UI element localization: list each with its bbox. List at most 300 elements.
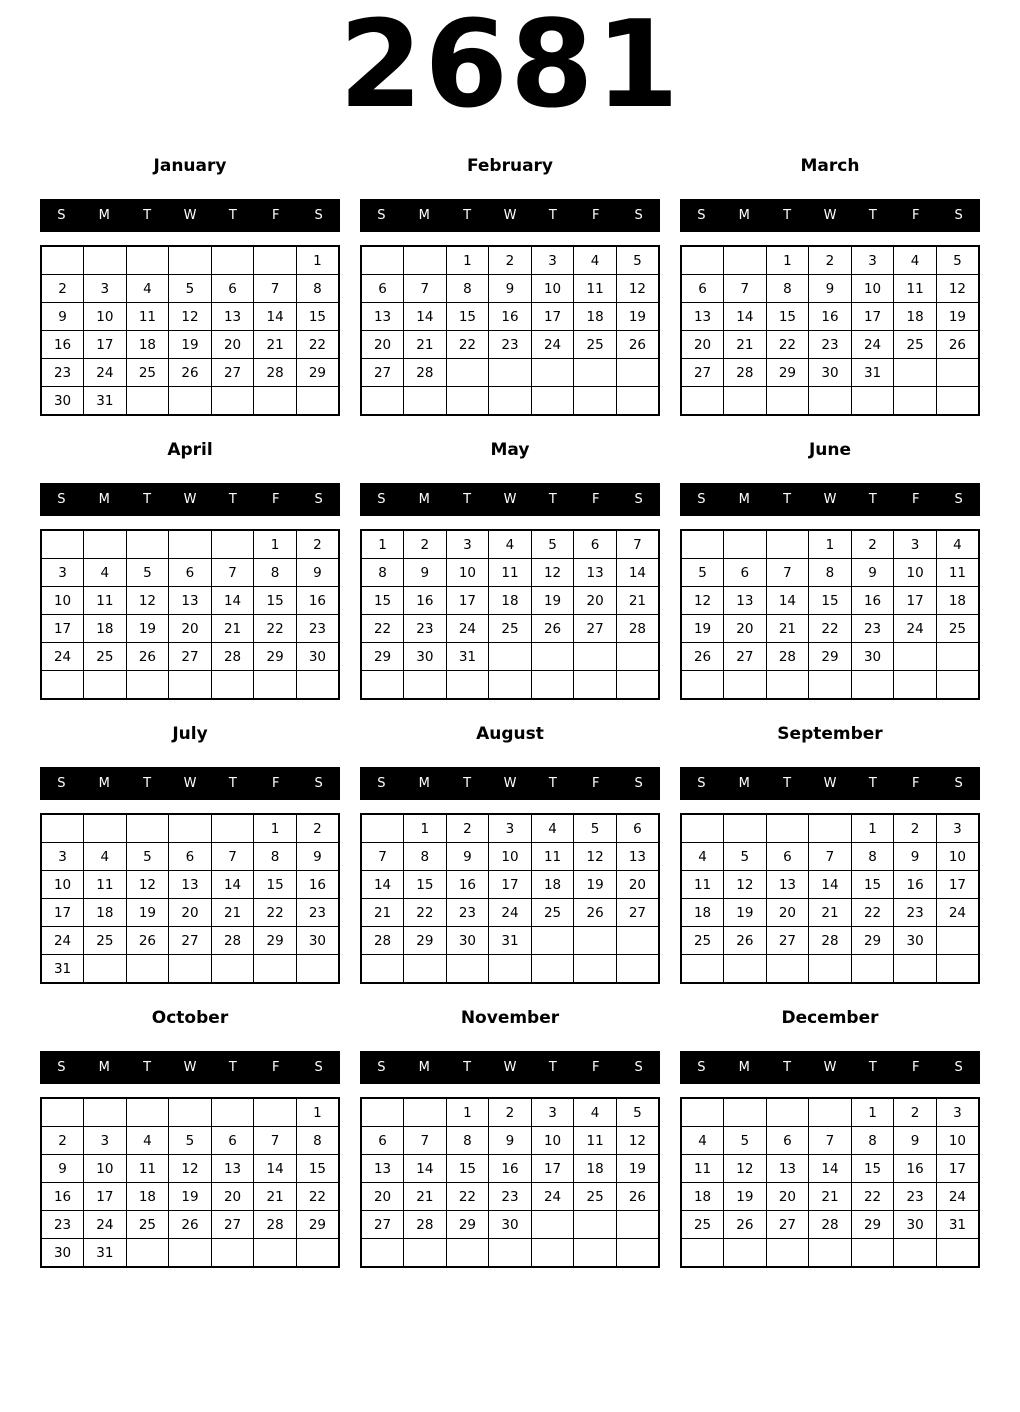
day-cell: 27 xyxy=(211,359,254,387)
empty-day-cell xyxy=(169,530,212,559)
day-cell: 30 xyxy=(489,1211,532,1239)
day-cell: 7 xyxy=(404,1127,447,1155)
day-cell: 19 xyxy=(169,331,212,359)
day-cell: 4 xyxy=(84,843,127,871)
day-cell: 23 xyxy=(296,899,339,927)
empty-day-cell xyxy=(724,387,767,416)
day-cell: 19 xyxy=(126,615,169,643)
weekday-label: F xyxy=(591,492,600,507)
empty-day-cell xyxy=(894,359,937,387)
day-cell: 28 xyxy=(361,927,404,955)
empty-day-cell xyxy=(766,530,809,559)
week-row xyxy=(681,1127,979,1155)
month-grid xyxy=(360,813,660,984)
day-cell: 29 xyxy=(296,1211,339,1239)
day-cell: 19 xyxy=(681,615,724,643)
weekday-label: S xyxy=(634,1060,643,1075)
weekday-label: W xyxy=(823,208,837,223)
day-cell: 9 xyxy=(809,275,852,303)
weekday-label: F xyxy=(271,776,280,791)
day-cell: 8 xyxy=(809,559,852,587)
day-cell: 3 xyxy=(531,1098,574,1127)
day-cell: 20 xyxy=(361,1183,404,1211)
weekday-label: S xyxy=(57,1060,66,1075)
weekday-label: T xyxy=(143,1060,152,1075)
day-cell: 22 xyxy=(404,899,447,927)
day-cell: 11 xyxy=(126,303,169,331)
year-title: 2681 xyxy=(339,0,681,135)
day-cell: 21 xyxy=(404,1183,447,1211)
empty-day-cell xyxy=(404,1098,447,1127)
day-cell: 28 xyxy=(211,927,254,955)
month-title: September xyxy=(777,724,883,744)
day-cell: 22 xyxy=(809,615,852,643)
day-cell: 26 xyxy=(531,615,574,643)
day-cell: 5 xyxy=(126,559,169,587)
day-cell: 31 xyxy=(41,955,84,984)
empty-day-cell xyxy=(254,955,297,984)
day-cell: 17 xyxy=(894,587,937,615)
empty-day-cell xyxy=(809,814,852,843)
day-cell: 14 xyxy=(766,587,809,615)
empty-day-cell xyxy=(489,387,532,416)
weekday-label: S xyxy=(954,776,963,791)
day-cell: 9 xyxy=(489,1127,532,1155)
empty-day-cell xyxy=(851,1239,894,1268)
empty-day-cell xyxy=(361,1098,404,1127)
empty-day-cell xyxy=(41,530,84,559)
day-cell: 14 xyxy=(254,303,297,331)
empty-day-cell xyxy=(41,671,84,700)
week-row xyxy=(681,587,979,615)
month-grid xyxy=(40,813,340,984)
week-row xyxy=(361,871,659,899)
day-cell: 17 xyxy=(41,899,84,927)
weekday-header xyxy=(360,483,660,516)
weekday-label: F xyxy=(271,208,280,223)
day-cell: 11 xyxy=(84,871,127,899)
day-cell: 28 xyxy=(404,1211,447,1239)
week-row xyxy=(681,927,979,955)
empty-day-cell xyxy=(809,1239,852,1268)
empty-day-cell xyxy=(851,387,894,416)
day-cell: 5 xyxy=(724,1127,767,1155)
month-grid xyxy=(680,813,980,984)
empty-day-cell xyxy=(254,1239,297,1268)
month-title: November xyxy=(460,1008,560,1028)
empty-day-cell xyxy=(254,671,297,700)
day-cell: 24 xyxy=(489,899,532,927)
weekday-label: T xyxy=(868,492,877,507)
day-cell: 13 xyxy=(574,559,617,587)
empty-day-cell xyxy=(169,671,212,700)
day-cell: 1 xyxy=(446,246,489,275)
empty-day-cell xyxy=(126,1239,169,1268)
day-cell: 30 xyxy=(41,387,84,416)
weekday-label: T xyxy=(548,776,557,791)
day-cell: 22 xyxy=(766,331,809,359)
empty-day-cell xyxy=(724,246,767,275)
month-grid xyxy=(680,1097,980,1268)
day-cell: 8 xyxy=(254,843,297,871)
empty-day-cell xyxy=(574,955,617,984)
day-cell: 1 xyxy=(766,246,809,275)
weekday-label: S xyxy=(634,776,643,791)
month-grid xyxy=(680,245,980,416)
day-cell: 26 xyxy=(724,927,767,955)
day-cell: 24 xyxy=(531,331,574,359)
day-cell: 4 xyxy=(681,1127,724,1155)
day-cell: 18 xyxy=(84,615,127,643)
empty-day-cell xyxy=(126,671,169,700)
empty-day-cell xyxy=(169,955,212,984)
empty-day-cell xyxy=(574,643,617,671)
week-row xyxy=(41,615,339,643)
day-cell: 12 xyxy=(616,1127,659,1155)
week-row xyxy=(681,1098,979,1127)
day-cell: 30 xyxy=(894,927,937,955)
day-cell: 1 xyxy=(851,1098,894,1127)
empty-day-cell xyxy=(681,955,724,984)
day-cell: 26 xyxy=(616,1183,659,1211)
day-cell: 3 xyxy=(489,814,532,843)
week-row xyxy=(361,1239,659,1268)
empty-day-cell xyxy=(404,1239,447,1268)
day-cell: 2 xyxy=(296,814,339,843)
day-cell: 30 xyxy=(404,643,447,671)
day-cell: 10 xyxy=(531,1127,574,1155)
weekday-label: T xyxy=(783,492,792,507)
weekday-label: T xyxy=(463,776,472,791)
day-cell: 25 xyxy=(126,359,169,387)
week-row xyxy=(361,1127,659,1155)
day-cell: 2 xyxy=(489,246,532,275)
day-cell: 10 xyxy=(84,1155,127,1183)
day-cell: 29 xyxy=(851,1211,894,1239)
empty-day-cell xyxy=(254,387,297,416)
weekday-header xyxy=(680,1051,980,1084)
weekday-label: T xyxy=(868,776,877,791)
week-row xyxy=(681,246,979,275)
month-november xyxy=(360,1008,660,1268)
month-title: March xyxy=(800,156,860,176)
weekday-header xyxy=(360,199,660,232)
empty-day-cell xyxy=(489,955,532,984)
day-cell: 3 xyxy=(894,530,937,559)
empty-day-cell xyxy=(936,955,979,984)
empty-day-cell xyxy=(574,359,617,387)
day-cell: 3 xyxy=(851,246,894,275)
month-february xyxy=(360,156,660,416)
day-cell: 8 xyxy=(446,275,489,303)
week-row xyxy=(41,871,339,899)
day-cell: 6 xyxy=(169,559,212,587)
empty-day-cell xyxy=(766,1239,809,1268)
day-cell: 25 xyxy=(681,927,724,955)
week-row xyxy=(361,559,659,587)
day-cell: 17 xyxy=(84,331,127,359)
day-cell: 10 xyxy=(41,587,84,615)
empty-day-cell xyxy=(681,246,724,275)
empty-day-cell xyxy=(361,387,404,416)
day-cell: 14 xyxy=(361,871,404,899)
day-cell: 13 xyxy=(361,1155,404,1183)
empty-day-cell xyxy=(126,1098,169,1127)
empty-day-cell xyxy=(766,671,809,700)
day-cell: 12 xyxy=(531,559,574,587)
empty-day-cell xyxy=(84,955,127,984)
day-cell: 30 xyxy=(851,643,894,671)
day-cell: 15 xyxy=(809,587,852,615)
day-cell: 6 xyxy=(766,1127,809,1155)
day-cell: 11 xyxy=(574,275,617,303)
day-cell: 15 xyxy=(851,1155,894,1183)
weekday-label: M xyxy=(418,492,430,507)
empty-day-cell xyxy=(361,1239,404,1268)
day-cell: 12 xyxy=(574,843,617,871)
day-cell: 3 xyxy=(84,1127,127,1155)
weekday-label: S xyxy=(377,776,386,791)
day-cell: 2 xyxy=(404,530,447,559)
empty-day-cell xyxy=(84,671,127,700)
weekday-label: T xyxy=(143,208,152,223)
day-cell: 12 xyxy=(126,587,169,615)
day-cell: 9 xyxy=(489,275,532,303)
month-grid xyxy=(680,529,980,700)
empty-day-cell xyxy=(361,671,404,700)
day-cell: 10 xyxy=(531,275,574,303)
week-row xyxy=(681,303,979,331)
weekday-label: S xyxy=(377,208,386,223)
day-cell: 2 xyxy=(41,275,84,303)
weekday-label: M xyxy=(738,776,750,791)
empty-day-cell xyxy=(936,927,979,955)
empty-day-cell xyxy=(724,955,767,984)
day-cell: 7 xyxy=(254,275,297,303)
empty-day-cell xyxy=(126,246,169,275)
weekday-header xyxy=(40,1051,340,1084)
week-row xyxy=(41,927,339,955)
day-cell: 16 xyxy=(404,587,447,615)
day-cell: 22 xyxy=(296,331,339,359)
day-cell: 24 xyxy=(84,359,127,387)
day-cell: 6 xyxy=(361,275,404,303)
day-cell: 20 xyxy=(169,899,212,927)
day-cell: 10 xyxy=(936,843,979,871)
empty-day-cell xyxy=(531,1239,574,1268)
weekday-label: F xyxy=(591,1060,600,1075)
day-cell: 7 xyxy=(404,275,447,303)
empty-day-cell xyxy=(936,643,979,671)
day-cell: 27 xyxy=(169,927,212,955)
weekday-header xyxy=(360,1051,660,1084)
day-cell: 29 xyxy=(404,927,447,955)
day-cell: 27 xyxy=(361,1211,404,1239)
day-cell: 20 xyxy=(211,1183,254,1211)
day-cell: 24 xyxy=(41,643,84,671)
week-row xyxy=(41,359,339,387)
day-cell: 17 xyxy=(936,1155,979,1183)
weekday-label: W xyxy=(823,776,837,791)
week-row xyxy=(361,246,659,275)
day-cell: 20 xyxy=(361,331,404,359)
day-cell: 11 xyxy=(84,587,127,615)
month-june xyxy=(680,440,980,700)
day-cell: 8 xyxy=(296,275,339,303)
day-cell: 19 xyxy=(616,1155,659,1183)
week-row xyxy=(41,559,339,587)
week-row xyxy=(361,359,659,387)
day-cell: 17 xyxy=(84,1183,127,1211)
week-row xyxy=(361,1183,659,1211)
week-row xyxy=(681,530,979,559)
day-cell: 4 xyxy=(531,814,574,843)
day-cell: 9 xyxy=(894,843,937,871)
day-cell: 10 xyxy=(84,303,127,331)
day-cell: 23 xyxy=(809,331,852,359)
day-cell: 7 xyxy=(766,559,809,587)
day-cell: 17 xyxy=(936,871,979,899)
day-cell: 20 xyxy=(681,331,724,359)
day-cell: 22 xyxy=(851,1183,894,1211)
week-row xyxy=(681,871,979,899)
day-cell: 18 xyxy=(574,1155,617,1183)
day-cell: 29 xyxy=(254,927,297,955)
day-cell: 9 xyxy=(851,559,894,587)
day-cell: 27 xyxy=(616,899,659,927)
week-row xyxy=(361,387,659,416)
day-cell: 29 xyxy=(296,359,339,387)
day-cell: 2 xyxy=(446,814,489,843)
empty-day-cell xyxy=(531,671,574,700)
day-cell: 17 xyxy=(531,1155,574,1183)
empty-day-cell xyxy=(766,814,809,843)
month-august xyxy=(360,724,660,984)
month-january xyxy=(40,156,340,416)
day-cell: 26 xyxy=(724,1211,767,1239)
week-row xyxy=(41,530,339,559)
day-cell: 14 xyxy=(809,871,852,899)
week-row xyxy=(361,927,659,955)
empty-day-cell xyxy=(126,814,169,843)
weekday-label: T xyxy=(548,492,557,507)
month-september xyxy=(680,724,980,984)
empty-day-cell xyxy=(616,927,659,955)
day-cell: 8 xyxy=(851,843,894,871)
week-row xyxy=(681,359,979,387)
empty-day-cell xyxy=(211,530,254,559)
weekday-label: W xyxy=(503,1060,517,1075)
day-cell: 18 xyxy=(681,1183,724,1211)
day-cell: 13 xyxy=(681,303,724,331)
day-cell: 29 xyxy=(766,359,809,387)
day-cell: 5 xyxy=(531,530,574,559)
day-cell: 1 xyxy=(851,814,894,843)
weekday-label: S xyxy=(57,776,66,791)
day-cell: 26 xyxy=(681,643,724,671)
day-cell: 16 xyxy=(296,871,339,899)
day-cell: 25 xyxy=(936,615,979,643)
empty-day-cell xyxy=(211,955,254,984)
day-cell: 8 xyxy=(766,275,809,303)
day-cell: 16 xyxy=(446,871,489,899)
day-cell: 7 xyxy=(809,1127,852,1155)
week-row xyxy=(361,275,659,303)
empty-day-cell xyxy=(681,1239,724,1268)
day-cell: 31 xyxy=(851,359,894,387)
empty-day-cell xyxy=(531,927,574,955)
day-cell: 21 xyxy=(211,615,254,643)
day-cell: 11 xyxy=(531,843,574,871)
day-cell: 3 xyxy=(446,530,489,559)
day-cell: 18 xyxy=(681,899,724,927)
day-cell: 29 xyxy=(851,927,894,955)
weekday-header xyxy=(360,767,660,800)
weekday-label: F xyxy=(271,1060,280,1075)
day-cell: 1 xyxy=(296,1098,339,1127)
day-cell: 5 xyxy=(681,559,724,587)
day-cell: 9 xyxy=(296,843,339,871)
weekday-label: M xyxy=(738,1060,750,1075)
day-cell: 20 xyxy=(766,1183,809,1211)
day-cell: 13 xyxy=(211,303,254,331)
day-cell: 4 xyxy=(126,275,169,303)
empty-day-cell xyxy=(531,359,574,387)
day-cell: 7 xyxy=(724,275,767,303)
empty-day-cell xyxy=(681,671,724,700)
day-cell: 14 xyxy=(616,559,659,587)
day-cell: 18 xyxy=(531,871,574,899)
week-row xyxy=(41,1239,339,1268)
weekday-label: S xyxy=(57,492,66,507)
day-cell: 8 xyxy=(851,1127,894,1155)
day-cell: 25 xyxy=(84,643,127,671)
empty-day-cell xyxy=(724,1239,767,1268)
empty-day-cell xyxy=(169,1239,212,1268)
day-cell: 21 xyxy=(254,331,297,359)
day-cell: 13 xyxy=(211,1155,254,1183)
day-cell: 14 xyxy=(404,303,447,331)
empty-day-cell xyxy=(211,246,254,275)
day-cell: 1 xyxy=(809,530,852,559)
day-cell: 6 xyxy=(724,559,767,587)
day-cell: 27 xyxy=(574,615,617,643)
month-title: April xyxy=(167,440,213,460)
day-cell: 19 xyxy=(616,303,659,331)
day-cell: 31 xyxy=(936,1211,979,1239)
week-row xyxy=(681,1155,979,1183)
empty-day-cell xyxy=(681,530,724,559)
week-row xyxy=(41,643,339,671)
month-title: July xyxy=(172,724,208,744)
day-cell: 14 xyxy=(254,1155,297,1183)
empty-day-cell xyxy=(616,671,659,700)
day-cell: 5 xyxy=(169,1127,212,1155)
month-grid xyxy=(40,245,340,416)
day-cell: 8 xyxy=(361,559,404,587)
weekday-label: M xyxy=(738,492,750,507)
day-cell: 21 xyxy=(809,1183,852,1211)
empty-day-cell xyxy=(126,387,169,416)
day-cell: 21 xyxy=(404,331,447,359)
empty-day-cell xyxy=(809,1098,852,1127)
day-cell: 13 xyxy=(724,587,767,615)
day-cell: 12 xyxy=(936,275,979,303)
empty-day-cell xyxy=(616,1211,659,1239)
weekday-label: T xyxy=(548,208,557,223)
week-row xyxy=(361,643,659,671)
weekday-label: S xyxy=(954,1060,963,1075)
